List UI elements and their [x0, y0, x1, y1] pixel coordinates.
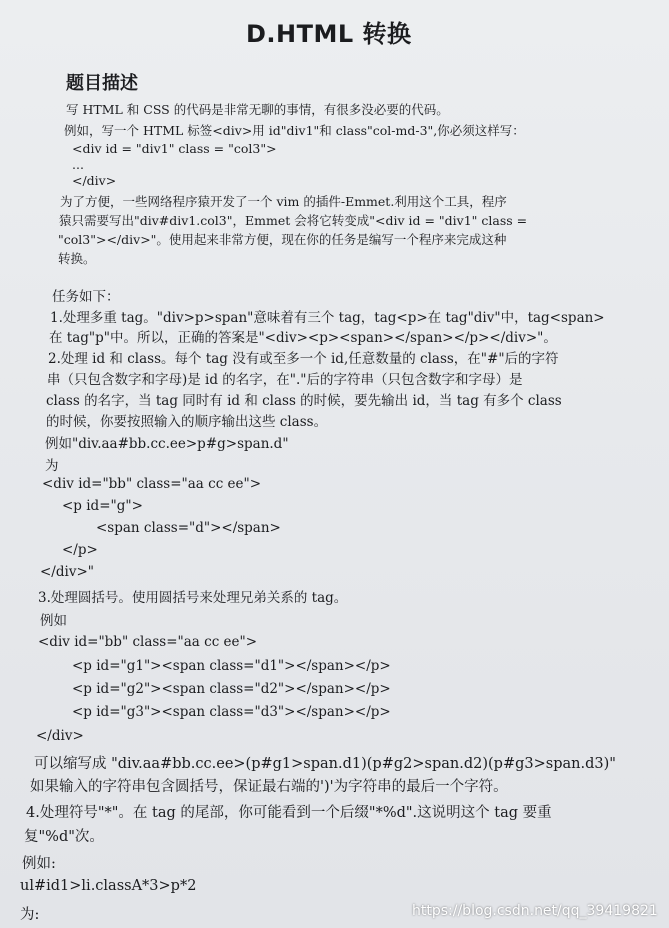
intro-code-line: <div id = "div1" class = "col3"> [72, 141, 277, 156]
code-line: <div id="bb" class="aa cc ee"> [38, 634, 258, 650]
task3-line: 可以缩写成 "div.aa#bb.cc.ee>(p#g1>span.d1)(p#g2>span.d2)(p#g3>span.d3)" [34, 756, 616, 772]
code-line: <p id="g1"><span class="d1"></span></p> [72, 658, 391, 674]
task3-line: 如果输入的字符串包含圆括号，保证最右端的')'为字符串的最后一个字符。 [30, 779, 508, 795]
intro-line: 转换。 [58, 251, 96, 266]
code-line: </div>" [40, 564, 94, 580]
task4-line: 复"%d"次。 [24, 829, 104, 845]
intro-code-line: </div> [72, 173, 117, 188]
task4-example: ul#id1>li.classA*3>p*2 [20, 878, 197, 894]
task3-line: 3.处理圆括号。使用圆括号来处理兄弟关系的 tag。 [38, 590, 348, 606]
code-line: </p> [62, 542, 98, 558]
intro-line: 猿只需要写出"div#div1.col3"，Emmet 会将它转变成"<div id = "div1" class = [59, 213, 528, 228]
code-line: </div> [36, 728, 84, 744]
intro-line: "col3"></div>"。使用起来非常方便，现在你的任务是编写一个程序来完成这种 [58, 232, 507, 247]
task4-line: 4.处理符号"*"。在 tag 的尾部，你可能看到一个后缀"*%d".这说明这个 tag 要重 [26, 805, 552, 821]
code-line: <p id="g3"><span class="d3"></span></p> [72, 704, 391, 720]
intro-code-line: ... [72, 157, 84, 172]
task2-example: 例如"div.aa#bb.cc.ee>p#g>span.d" [45, 436, 289, 452]
intro-line: 例如，写一个 HTML 标签<div>用 id"div1"和 class"col-md-3",你必须这样写： [64, 123, 525, 138]
code-line: <div id="bb" class="aa cc ee"> [42, 476, 262, 492]
task2-line: 的时候，你要按照输入的顺序输出这些 class。 [46, 414, 328, 430]
task2-line: 2.处理 id 和 class。每个 tag 没有或至多一个 id,任意数量的 class，在"#"后的字符 [48, 351, 559, 367]
task4-line: 为: [20, 907, 40, 923]
watermark: https://blog.csdn.net/qq_39419821 [412, 903, 658, 919]
code-line: <span class="d"></span> [96, 520, 281, 536]
tasks-heading: 任务如下： [52, 289, 120, 305]
task1-line: 在 tag"p"中。所以，正确的答案是"<div><p><span></span></p></div>"。 [49, 330, 557, 346]
code-line: <p id="g"> [62, 498, 143, 514]
page-title: D.HTML 转换 [246, 20, 412, 48]
task2-line: 为 [45, 458, 59, 474]
task4-line: 例如: [22, 856, 56, 872]
code-line: <p id="g2"><span class="d2"></span></p> [72, 681, 391, 697]
task1-line: 1.处理多重 tag。"div>p>span"意味着有三个 tag，tag<p>在 tag"div"中，tag<span> [50, 310, 605, 326]
task2-line: 串（只包含数字和字母)是 id 的名字，在"."后的字符串（只包含数字和字母）是 [47, 372, 523, 388]
intro-line: 为了方便，一些网络程序猿开发了一个 vim 的插件-Emmet.利用这个工具，程序 [60, 194, 507, 209]
intro-line: 写 HTML 和 CSS 的代码是非常无聊的事情，有很多没必要的代码。 [66, 102, 449, 117]
task3-line: 例如 [40, 613, 67, 629]
section-heading: 题目描述 [66, 73, 138, 94]
task2-line: class 的名字，当 tag 同时有 id 和 class 的时候，要先输出 id，当 tag 有多个 class [46, 393, 562, 409]
